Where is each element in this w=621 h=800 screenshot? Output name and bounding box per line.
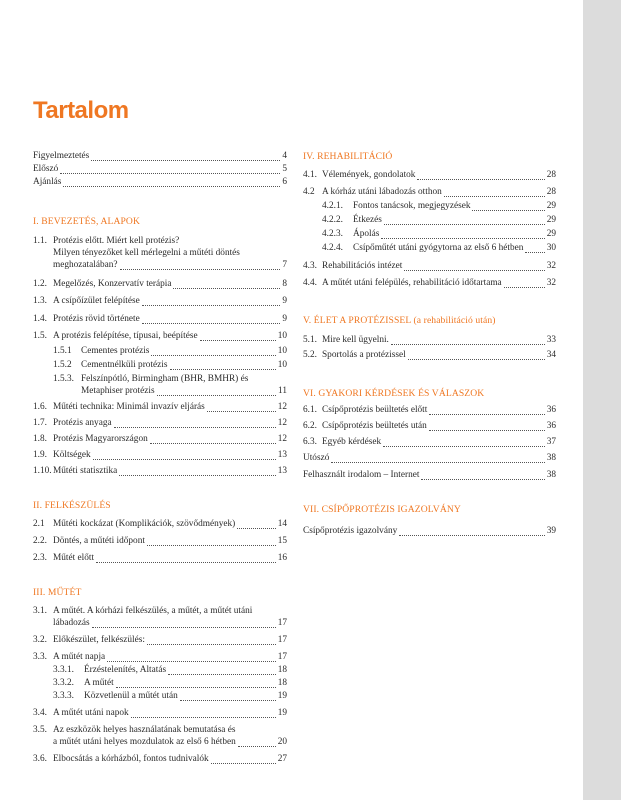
toc-entry-page: 20 <box>277 737 287 747</box>
section-heading: IV. REHABILITÁCIÓ <box>303 151 393 162</box>
toc-entry[interactable] <box>53 536 287 548</box>
toc-entry-page: 13 <box>277 450 287 460</box>
toc-entry[interactable] <box>53 652 287 664</box>
toc-entry[interactable] <box>84 691 287 703</box>
toc-entry[interactable] <box>322 278 556 290</box>
toc-entry-number: 4.2 <box>303 187 315 197</box>
toc-entry-number: 6.2. <box>303 421 317 431</box>
toc-entry-number: 3.2. <box>33 635 47 645</box>
dot-leader <box>170 369 276 370</box>
toc-entry-title: Elbocsátás a kórházból, fontos tudnivalók <box>53 754 209 764</box>
dot-leader <box>180 700 276 701</box>
toc-entry-title: Vélemények, gondolatok <box>322 170 416 180</box>
toc-entry-title: Műtéti kockázat (Komplikációk, szövődmények) <box>53 519 236 529</box>
dot-leader <box>63 186 280 187</box>
dot-leader <box>107 661 276 662</box>
toc-entry[interactable] <box>353 243 556 255</box>
toc-entry[interactable] <box>33 164 287 176</box>
dot-leader <box>150 443 276 444</box>
toc-entry-title: Protézis Magyarországon <box>53 434 148 444</box>
toc-entry[interactable] <box>303 453 556 465</box>
toc-entry-page: 18 <box>277 665 287 675</box>
toc-entry-title: A protézis felépítése, típusai, beépítése <box>53 331 198 341</box>
toc-entry-page: 34 <box>546 350 556 360</box>
toc-entry-number: 1.10. <box>33 466 52 476</box>
toc-entry-title: Csípőműtét utáni gyógytorna az első 6 hétben <box>353 243 524 253</box>
dot-leader <box>399 535 544 536</box>
toc-entry-page: 11 <box>278 386 287 396</box>
dot-leader <box>92 627 276 628</box>
toc-entry-title: Műtéti technika: Minimál invazív eljárás <box>53 402 205 412</box>
toc-entry-title: Csípőprotézis igazolvány <box>303 526 398 536</box>
toc-entry[interactable] <box>81 346 287 358</box>
toc-entry[interactable] <box>81 360 287 372</box>
toc-entry-title: Rehabilitációs intézet <box>322 261 403 271</box>
dot-leader <box>60 173 280 174</box>
toc-entry-number: 1.5. <box>33 331 47 341</box>
toc-entry[interactable] <box>53 402 287 414</box>
toc-entry-title: Felhasznált irodalom – Internet <box>303 470 420 480</box>
dot-leader <box>383 446 545 447</box>
section-heading: I. BEVEZETÉS, ALAPOK <box>33 216 140 227</box>
toc-entry-page: 29 <box>546 215 556 225</box>
dot-leader <box>417 179 544 180</box>
toc-entry-title-line: A műtét. A kórházi felkészülés, a műtét, a műtét utáni <box>53 606 253 616</box>
toc-entry-number: 1.5.3. <box>53 374 74 384</box>
toc-entry-title: A kórház utáni lábadozás otthon <box>322 187 442 197</box>
toc-entry-number: 3.3. <box>33 652 47 662</box>
toc-entry-page: 7 <box>282 260 287 270</box>
dot-leader <box>238 746 276 747</box>
toc-entry-page: 12 <box>277 418 287 428</box>
toc-entry-page: 19 <box>277 708 287 718</box>
dot-leader <box>142 323 281 324</box>
toc-entry[interactable] <box>33 151 287 163</box>
toc-entry-page: 19 <box>277 691 287 701</box>
toc-entry-number: 4.1. <box>303 170 317 180</box>
toc-entry-number: 6.1. <box>303 405 317 415</box>
toc-entry-page: 15 <box>277 536 287 546</box>
toc-entry-number: 3.3.2. <box>53 678 74 688</box>
dot-leader <box>381 238 544 239</box>
toc-entry[interactable] <box>322 335 556 347</box>
toc-entry-title: Sportolás a protézissel <box>322 350 406 360</box>
toc-entry-number: 3.3.1. <box>53 665 74 675</box>
toc-entry-title: Előszó <box>33 164 59 174</box>
toc-entry[interactable] <box>322 261 556 273</box>
toc-entry-page: 30 <box>546 243 556 253</box>
toc-entry-title: Protézis anyaga <box>53 418 112 428</box>
toc-entry-number: 4.3. <box>303 261 317 271</box>
dot-leader <box>331 462 544 463</box>
toc-entry-title: Figyelmeztetés <box>33 151 90 161</box>
toc-entry-number: 3.3.3. <box>53 691 74 701</box>
toc-entry-page: 5 <box>282 164 287 174</box>
toc-entry[interactable] <box>84 678 287 690</box>
dot-leader <box>114 427 276 428</box>
toc-entry-number: 1.1. <box>33 236 47 246</box>
dot-leader <box>421 479 544 480</box>
toc-entry-number: 1.2. <box>33 279 47 289</box>
toc-entry-title: Fontos tanácsok, megjegyzések <box>353 201 471 211</box>
toc-entry[interactable] <box>53 519 287 531</box>
toc-entry-number: 4.2.1. <box>322 201 343 211</box>
toc-entry-number: 1.9. <box>33 450 47 460</box>
toc-entry[interactable] <box>53 296 287 308</box>
toc-entry-title-line: Az eszközök helyes használatának bemutatása és <box>53 725 236 735</box>
toc-entry[interactable] <box>53 553 287 565</box>
toc-entry[interactable] <box>322 170 556 182</box>
toc-entry-page: 33 <box>546 335 556 345</box>
toc-entry-page: 18 <box>277 678 287 688</box>
dot-leader <box>120 269 281 270</box>
toc-entry[interactable] <box>303 470 556 482</box>
toc-entry[interactable] <box>53 466 287 478</box>
toc-entry-title-line: Protézis előtt. Miért kell protézis? <box>53 236 180 246</box>
toc-entry-title: Étkezés <box>353 215 382 225</box>
toc-entry-title: Közvetlenül a műtét után <box>84 691 178 701</box>
toc-entry-number: 5.1. <box>303 335 317 345</box>
dot-leader <box>384 224 545 225</box>
toc-entry-number: 2.3. <box>33 553 47 563</box>
toc-entry-number: 3.5. <box>33 725 47 735</box>
toc-entry-number: 3.6. <box>33 754 47 764</box>
toc-entry[interactable] <box>353 201 556 213</box>
toc-entry-page: 12 <box>277 434 287 444</box>
dot-leader <box>93 459 276 460</box>
dot-leader <box>168 674 276 675</box>
toc-entry-page: 12 <box>277 402 287 412</box>
toc-entry-page: 38 <box>546 453 556 463</box>
toc-entry-number: 3.4. <box>33 708 47 718</box>
toc-entry[interactable] <box>322 437 556 449</box>
toc-entry-title: Döntés, a műtéti időpont <box>53 536 145 546</box>
toc-entry-page: 8 <box>282 279 287 289</box>
toc-entry-title: A műtét utáni felépülés, rehabilitáció időtartama <box>322 278 502 288</box>
dot-leader <box>173 288 280 289</box>
toc-entry[interactable] <box>53 260 287 272</box>
section-heading: V. ÉLET A PROTÉZISSEL (a rehabilitáció után) <box>303 315 496 326</box>
toc-entry-page: 4 <box>282 151 287 161</box>
toc-entry-title: Költségek <box>53 450 91 460</box>
toc-entry-title: Cementnélküli protézis <box>81 360 168 370</box>
dot-leader <box>391 344 545 345</box>
toc-entry-page: 39 <box>546 526 556 536</box>
dot-leader <box>408 359 545 360</box>
dot-leader <box>444 196 545 197</box>
toc-entry-page: 13 <box>277 466 287 476</box>
dot-leader <box>151 355 275 356</box>
dot-leader <box>504 287 545 288</box>
toc-entry[interactable] <box>33 177 287 189</box>
toc-entry-page: 29 <box>546 229 556 239</box>
toc-entry-title: A műtét utáni napok <box>53 708 129 718</box>
toc-entry-page: 32 <box>546 261 556 271</box>
toc-entry-number: 4.2.2. <box>322 215 343 225</box>
toc-entry-number: 1.3. <box>33 296 47 306</box>
toc-entry-number: 6.3. <box>303 437 317 447</box>
toc-entry-number: 2.2. <box>33 536 47 546</box>
dot-leader <box>237 528 275 529</box>
dot-leader <box>119 475 275 476</box>
toc-entry-title: Megelőzés, Konzervatív terápia <box>53 279 172 289</box>
toc-entry-number: 1.5.1 <box>53 346 72 356</box>
toc-entry[interactable] <box>353 215 556 227</box>
toc-entry-page: 10 <box>277 346 287 356</box>
toc-entry-page: 16 <box>277 553 287 563</box>
dot-leader <box>525 252 544 253</box>
toc-entry-title: Csípőprotézis beültetés előtt <box>322 405 428 415</box>
toc-entry[interactable] <box>53 418 287 430</box>
toc-entry-number: 1.4. <box>33 314 47 324</box>
toc-entry-page: 38 <box>546 470 556 480</box>
toc-entry-page: 36 <box>546 405 556 415</box>
toc-entry-title: A műtét <box>84 678 114 688</box>
section-heading: VII. CSÍPŐPROTÉZIS IGAZOLVÁNY <box>303 504 461 515</box>
toc-entry-title: Mire kell ügyelni. <box>322 335 389 345</box>
toc-entry-number: 1.5.2 <box>53 360 72 370</box>
dot-leader <box>211 763 276 764</box>
toc-entry[interactable] <box>53 635 287 647</box>
toc-entry-page: 9 <box>282 296 287 306</box>
toc-entry[interactable] <box>84 665 287 677</box>
toc-entry[interactable] <box>53 754 287 766</box>
toc-entry-page: 28 <box>546 170 556 180</box>
toc-entry-page: 29 <box>546 201 556 211</box>
toc-entry-page: 17 <box>277 652 287 662</box>
toc-entry[interactable] <box>53 331 287 343</box>
toc-entry-title: Csípőprotézis beültetés után <box>322 421 427 431</box>
dot-leader <box>404 270 544 271</box>
toc-entry-title-line: Felszínpótló, Birmingham (BHR, BMHR) és <box>81 374 249 384</box>
dot-leader <box>157 395 276 396</box>
toc-entry-number: 4.2.3. <box>322 229 343 239</box>
toc-entry-title: Műtéti statisztika <box>53 466 118 476</box>
toc-entry-title: Protézis rövid története <box>53 314 140 324</box>
section-heading: VI. GYAKORI KÉRDÉSEK ÉS VÁLASZOK <box>303 388 485 399</box>
toc-entry-page: 6 <box>282 177 287 187</box>
toc-entry-number: 2.1 <box>33 519 45 529</box>
toc-entry[interactable] <box>53 434 287 446</box>
section-heading: II. FELKÉSZÜLÉS <box>33 500 111 511</box>
toc-entry-title: Utószó <box>303 453 330 463</box>
toc-entry-number: 4.2.4. <box>322 243 343 253</box>
dot-leader <box>429 430 545 431</box>
toc-entry-page: 10 <box>277 360 287 370</box>
dot-leader <box>200 340 276 341</box>
toc-entry[interactable] <box>322 405 556 417</box>
toc-entry-number: 1.8. <box>33 434 47 444</box>
toc-entry-title: Ápolás <box>353 229 380 239</box>
toc-entry-title-line: Milyen tényezőket kell mérlegelni a műtéti döntés <box>53 248 240 258</box>
toc-entry-title: Egyéb kérdések <box>322 437 382 447</box>
toc-entry-title: Műtét előtt <box>53 553 95 563</box>
toc-entry[interactable] <box>53 314 287 326</box>
toc-entry-title: Előkészület, felkészülés: <box>53 635 145 645</box>
dot-leader <box>142 305 281 306</box>
toc-entry-number: 4.4. <box>303 278 317 288</box>
toc-entry[interactable] <box>353 229 556 241</box>
section-heading: III. MŰTÉT <box>33 587 82 598</box>
toc-entry[interactable] <box>53 450 287 462</box>
toc-entry-page: 17 <box>277 618 287 628</box>
toc-entry[interactable] <box>53 737 287 749</box>
toc-entry-title: lábadozás <box>53 618 90 628</box>
toc-entry-title: A műtét napja <box>53 652 106 662</box>
toc-entry-title: Érzéstelenítés, Altatás <box>84 665 167 675</box>
toc-entry-title: meghozatalában? <box>53 260 118 270</box>
toc-entry[interactable] <box>303 526 556 538</box>
toc-entry-page: 36 <box>546 421 556 431</box>
toc-entry-title: a műtét utáni helyes mozdulatok az első 6 hétben <box>53 737 236 747</box>
toc-entry-number: 3.1. <box>33 606 47 616</box>
toc-entry[interactable] <box>53 279 287 291</box>
dot-leader <box>429 414 544 415</box>
page-title: Tartalom <box>33 97 129 124</box>
dot-leader <box>147 644 276 645</box>
toc-entry[interactable] <box>322 187 556 199</box>
dot-leader <box>147 545 276 546</box>
toc-entry-title: A csípőízület felépítése <box>53 296 140 306</box>
toc-entry[interactable] <box>322 421 556 433</box>
toc-entry-number: 5.2. <box>303 350 317 360</box>
toc-entry-page: 14 <box>277 519 287 529</box>
toc-entry-number: 1.7. <box>33 418 47 428</box>
dot-leader <box>472 210 544 211</box>
toc-entry-number: 1.6. <box>33 402 47 412</box>
toc-entry-page: 28 <box>546 187 556 197</box>
dot-leader <box>116 687 276 688</box>
dot-leader <box>96 562 276 563</box>
toc-entry[interactable] <box>53 708 287 720</box>
toc-entry-page: 37 <box>546 437 556 447</box>
dot-leader <box>91 160 280 161</box>
dot-leader <box>207 411 276 412</box>
toc-entry-title: Ajánlás <box>33 177 62 187</box>
toc-entry-title: Metaphiser protézis <box>81 386 155 396</box>
toc-entry-page: 27 <box>277 754 287 764</box>
toc-entry-title: Cementes protézis <box>81 346 150 356</box>
toc-entry-page: 17 <box>277 635 287 645</box>
toc-entry-page: 9 <box>282 314 287 324</box>
toc-entry[interactable] <box>81 386 287 398</box>
toc-entry-page: 32 <box>546 278 556 288</box>
toc-entry[interactable] <box>322 350 556 362</box>
toc-entry[interactable] <box>53 618 287 630</box>
toc-entry-page: 10 <box>277 331 287 341</box>
dot-leader <box>131 717 276 718</box>
